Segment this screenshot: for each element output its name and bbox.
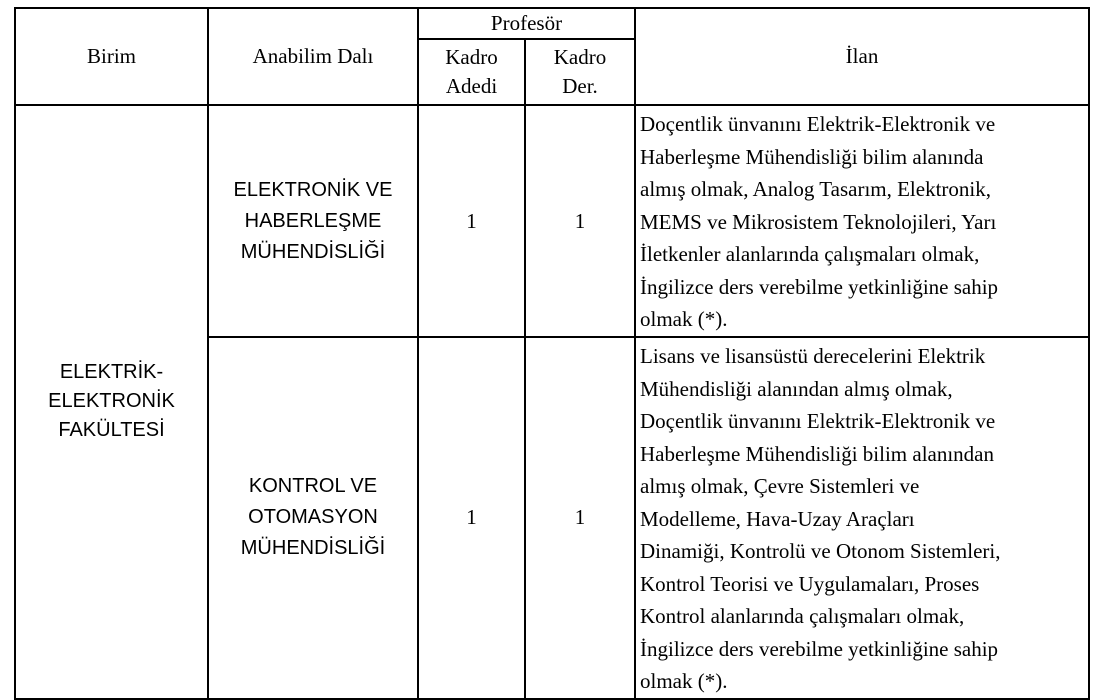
ilan-line: olmak (*). — [640, 669, 728, 693]
ilan-line: Modelleme, Hava-Uzay Araçları — [640, 506, 915, 531]
header-kadro-der-line1: Kadro — [553, 45, 607, 69]
header-profesor: Profesör — [418, 8, 635, 39]
ilan-line: MEMS ve Mikrosistem Teknolojileri, Yarı — [640, 209, 997, 234]
ilan-line: almış olmak, Analog Tasarım, Elektronik, — [640, 177, 992, 202]
announcement-table — [14, 7, 1090, 700]
ilan-cell — [635, 105, 1089, 337]
kadro-adedi-value: 1 — [418, 105, 525, 337]
header-kadro-der — [525, 39, 635, 105]
ilan-line: İngilizce ders verebilme yetkinliğine sahip — [640, 274, 999, 299]
ilan-line: Kontrol Teorisi ve Uygulamaları, Proses — [640, 571, 980, 596]
dept-line: ELEKTRONİK VE — [233, 178, 393, 201]
dept-cell — [208, 105, 418, 337]
ilan-line: Kontrol alanlarında çalışmaları olmak, — [640, 604, 965, 628]
header-kadro-adedi — [418, 39, 525, 105]
header-kadro-adedi-line2: Adedi — [445, 74, 498, 98]
ilan-line: Doçentlik ünvanını Elektrik-Elektronik ve — [640, 112, 996, 137]
ilan-line: Haberleşme Mühendisliği bilim alanında — [640, 144, 984, 169]
dept-line: MÜHENDİSLİĞİ — [240, 537, 386, 560]
dept-line: KONTROL VE — [248, 475, 378, 498]
table-row — [15, 105, 1089, 337]
ilan-line: Dinamiği, Kontrolü ve Otonom Sistemleri, — [640, 539, 1001, 563]
ilan-line: İletkenler alanlarında çalışmaları olmak, — [640, 242, 980, 267]
unit-line: ELEKTRONİK — [48, 390, 175, 413]
ilan-line: almış olmak, Çevre Sistemleri ve — [640, 474, 920, 498]
header-row — [15, 8, 1089, 39]
ilan-line: Mühendisliği alanından almış olmak, — [640, 376, 953, 401]
dept-line: HABERLEŞME — [244, 209, 382, 232]
ilan-line: Doçentlik ünvanını Elektrik-Elektronik ve — [640, 409, 996, 433]
header-anabilim-dali: Anabilim Dalı — [208, 8, 418, 105]
header-birim: Birim — [15, 8, 208, 105]
unit-line: FAKÜLTESİ — [58, 419, 165, 442]
header-ilan: İlan — [635, 8, 1089, 105]
unit-cell — [15, 105, 208, 699]
kadro-adedi-value: 1 — [418, 337, 525, 699]
ilan-cell — [635, 337, 1089, 699]
ilan-line: olmak (*). — [640, 307, 728, 332]
header-kadro-adedi-line1: Kadro — [445, 45, 498, 69]
header-kadro-der-line2: Der. — [562, 74, 598, 98]
kadro-der-value: 1 — [525, 105, 635, 337]
ilan-line: İngilizce ders verebilme yetkinliğine sahip — [640, 636, 999, 661]
unit-line: ELEKTRİK- — [59, 361, 164, 384]
ilan-line: Haberleşme Mühendisliği bilim alanından — [640, 441, 995, 466]
dept-cell — [208, 337, 418, 699]
dept-line: OTOMASYON — [248, 506, 378, 529]
dept-line: MÜHENDİSLİĞİ — [240, 240, 386, 263]
kadro-der-value: 1 — [525, 337, 635, 699]
ilan-line: Lisans ve lisansüstü derecelerini Elektrik — [640, 344, 986, 368]
